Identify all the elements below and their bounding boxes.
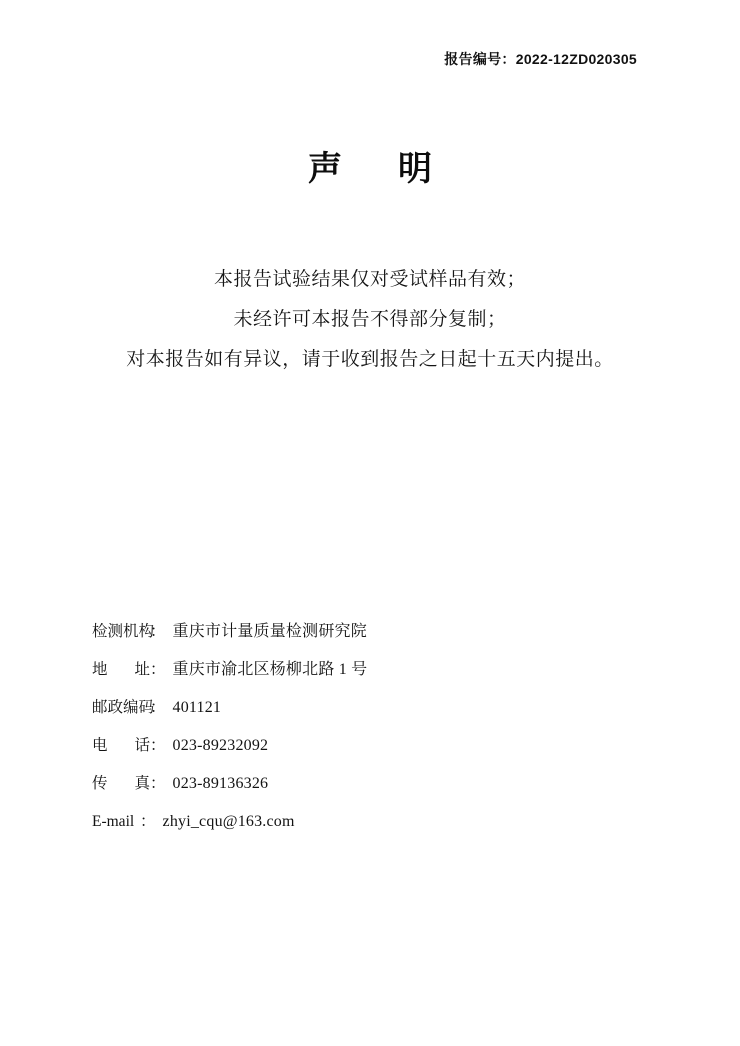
phone-label: 电话 bbox=[92, 737, 150, 754]
declaration-line-3: 对本报告如有异议，请于收到报告之日起十五天内提出。 bbox=[126, 349, 614, 370]
page-title bbox=[0, 150, 740, 190]
contact-row-organization bbox=[92, 613, 652, 651]
colon: ： bbox=[150, 699, 166, 716]
address-label: 地址 bbox=[92, 661, 150, 678]
postcode-label: 邮政编码 bbox=[92, 699, 155, 716]
colon: ： bbox=[150, 775, 166, 792]
colon: ： bbox=[150, 737, 166, 754]
report-number-line bbox=[444, 49, 637, 69]
declaration-statements bbox=[0, 260, 740, 380]
colon: ： bbox=[150, 623, 166, 640]
organization-value: 重庆市计量质量检测研究院 bbox=[172, 623, 367, 640]
email-label: E-mail bbox=[92, 813, 135, 830]
declaration-line-2: 未经许可本报告不得部分复制； bbox=[233, 309, 507, 330]
contact-row-address bbox=[92, 651, 652, 689]
colon: ： bbox=[140, 813, 156, 830]
organization-label: 检测机构 bbox=[92, 623, 155, 640]
email-value: zhyi_cqu@163.com bbox=[162, 813, 295, 830]
phone-value: 023-89232092 bbox=[172, 737, 269, 754]
contact-row-phone bbox=[92, 727, 652, 765]
contact-row-postcode bbox=[92, 689, 652, 727]
address-value: 重庆市渝北区杨柳北路 1 号 bbox=[172, 661, 368, 678]
postcode-value: 401121 bbox=[172, 699, 222, 716]
title-char-1: 声 bbox=[308, 151, 342, 188]
contact-row-email bbox=[92, 803, 652, 841]
report-number-label: 报告编号： bbox=[444, 51, 516, 67]
title-char-2: 明 bbox=[398, 151, 432, 188]
report-number-value: 2022-12ZD020305 bbox=[515, 51, 637, 67]
fax-label: 传真 bbox=[92, 775, 150, 792]
contact-row-fax bbox=[92, 765, 652, 803]
contact-info-block bbox=[92, 613, 652, 841]
fax-value: 023-89136326 bbox=[172, 775, 269, 792]
declaration-line-1: 本报告试验结果仅对受试样品有效； bbox=[213, 269, 526, 290]
colon: ： bbox=[150, 661, 166, 678]
